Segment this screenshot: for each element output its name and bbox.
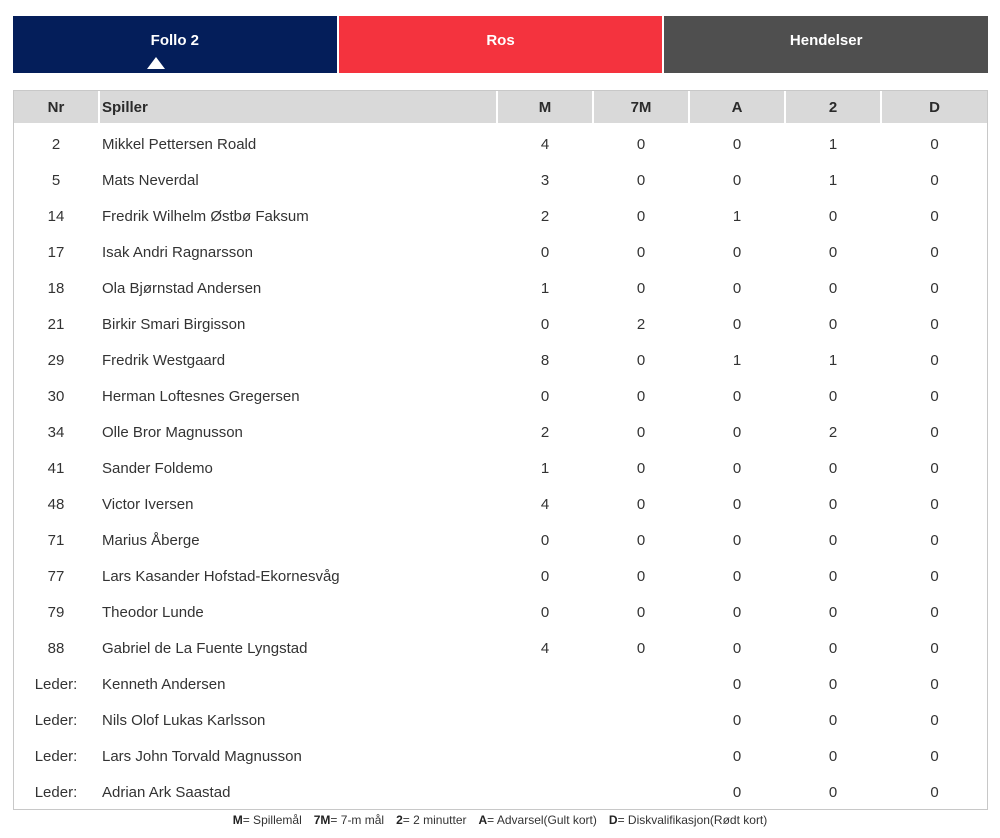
table-row	[14, 450, 987, 486]
cell-7m-goals: 2	[636, 315, 646, 333]
cell-disqualifications: 0	[930, 639, 939, 657]
cell-shirt-number: 77	[47, 567, 65, 585]
cell-goals: 1	[540, 279, 550, 297]
table-row	[14, 630, 987, 666]
column-header-2: 2	[786, 91, 880, 123]
cell-shirt-number: 21	[47, 315, 65, 333]
table-row	[14, 126, 987, 162]
cell-2min-suspensions: 0	[828, 531, 838, 549]
table-row	[14, 234, 987, 270]
cell-player-name: Herman Loftesnes Gregersen	[102, 387, 300, 405]
cell-warnings: 1	[732, 351, 742, 369]
cell-disqualifications: 0	[930, 171, 939, 189]
legend-text: = 2 minutter	[402, 813, 467, 827]
table-row	[14, 774, 987, 810]
cell-disqualifications: 0	[930, 603, 939, 621]
legend-item	[314, 813, 384, 827]
table-row	[14, 162, 987, 198]
cell-2min-suspensions: 0	[828, 747, 838, 765]
cell-warnings: 0	[732, 423, 742, 441]
legend-text: = Advarsel(Gult kort)	[487, 813, 597, 827]
cell-disqualifications: 0	[930, 207, 939, 225]
table-body	[14, 123, 987, 810]
tab-events-label: Hendelser	[789, 32, 863, 49]
cell-warnings: 0	[732, 171, 742, 189]
cell-player-name: Fredrik Wilhelm Østbø Faksum	[102, 207, 309, 225]
cell-2min-suspensions: 0	[828, 711, 838, 729]
column-header-nr: Nr	[14, 91, 98, 123]
cell-warnings: 0	[732, 567, 742, 585]
cell-7m-goals: 0	[636, 351, 646, 369]
cell-2min-suspensions: 0	[828, 567, 838, 585]
cell-shirt-number: 2	[51, 135, 61, 153]
cell-7m-goals: 0	[636, 495, 646, 513]
cell-7m-goals: 0	[636, 639, 646, 657]
cell-7m-goals: 0	[636, 207, 646, 225]
cell-warnings: 0	[732, 279, 742, 297]
cell-disqualifications: 0	[930, 243, 939, 261]
cell-player-name: Isak Andri Ragnarsson	[102, 243, 253, 261]
cell-goals: 3	[540, 171, 550, 189]
cell-shirt-number: 41	[47, 459, 65, 477]
cell-2min-suspensions: 1	[828, 135, 838, 153]
table-row	[14, 306, 987, 342]
cell-player-name: Sander Foldemo	[102, 459, 213, 477]
table-row	[14, 666, 987, 702]
cell-shirt-number: 34	[47, 423, 65, 441]
table-row	[14, 270, 987, 306]
cell-player-name: Gabriel de La Fuente Lyngstad	[102, 639, 308, 657]
cell-7m-goals: 0	[636, 243, 646, 261]
table-header	[14, 91, 987, 123]
roster-table	[13, 90, 988, 810]
legend-item	[396, 813, 466, 827]
cell-shirt-number: 17	[47, 243, 65, 261]
cell-2min-suspensions: 0	[828, 675, 838, 693]
cell-player-name: Mikkel Pettersen Roald	[102, 135, 257, 153]
column-header-a: A	[690, 91, 784, 123]
cell-shirt-number: 48	[47, 495, 65, 513]
cell-2min-suspensions: 2	[828, 423, 838, 441]
table-row	[14, 198, 987, 234]
legend-text: = 7-m mål	[330, 813, 385, 827]
tab-events[interactable]	[664, 16, 988, 73]
cell-disqualifications: 0	[930, 279, 939, 297]
cell-7m-goals: 0	[636, 567, 646, 585]
cell-disqualifications: 0	[930, 315, 939, 333]
cell-warnings: 0	[732, 387, 742, 405]
cell-warnings: 1	[732, 207, 742, 225]
cell-warnings: 0	[732, 315, 742, 333]
cell-player-name: Mats Neverdal	[102, 171, 199, 189]
cell-disqualifications: 0	[930, 135, 939, 153]
cell-disqualifications: 0	[930, 531, 939, 549]
cell-shirt-number: 30	[47, 387, 65, 405]
cell-warnings: 0	[732, 459, 742, 477]
cell-goals: 2	[540, 423, 550, 441]
cell-goals: 4	[540, 135, 550, 153]
cell-goals: 2	[540, 207, 550, 225]
cell-goals: 0	[540, 603, 550, 621]
cell-7m-goals: 0	[636, 531, 646, 549]
cell-warnings: 0	[732, 639, 742, 657]
stats-legend	[0, 813, 1000, 827]
cell-goals: 0	[540, 315, 550, 333]
table-row	[14, 738, 987, 774]
cell-disqualifications: 0	[930, 711, 939, 729]
legend-item	[479, 813, 597, 827]
cell-shirt-number: 18	[47, 279, 65, 297]
cell-2min-suspensions: 0	[828, 207, 838, 225]
legend-text: = Spillemål	[242, 813, 302, 827]
cell-disqualifications: 0	[930, 675, 939, 693]
active-tab-arrow-icon	[147, 57, 165, 69]
tab-home-team-label: Follo 2	[150, 32, 199, 49]
cell-player-name: Lars Kasander Hofstad-Ekornesvåg	[102, 567, 340, 585]
cell-player-name: Ola Bjørnstad Andersen	[102, 279, 262, 297]
column-header-d: D	[882, 91, 987, 123]
cell-7m-goals: 0	[636, 387, 646, 405]
legend-item	[609, 813, 767, 827]
legend-text: = Diskvalifikasjon(Rødt kort)	[617, 813, 768, 827]
cell-goals: 4	[540, 639, 550, 657]
legend-key: 7M	[313, 813, 331, 827]
cell-shirt-number: Leder:	[34, 711, 78, 729]
cell-warnings: 0	[732, 747, 742, 765]
table-row	[14, 378, 987, 414]
cell-player-name: Theodor Lunde	[102, 603, 204, 621]
cell-disqualifications: 0	[930, 423, 939, 441]
table-row	[14, 414, 987, 450]
cell-2min-suspensions: 0	[828, 279, 838, 297]
cell-warnings: 0	[732, 243, 742, 261]
cell-2min-suspensions: 1	[828, 351, 838, 369]
cell-goals: 0	[540, 387, 550, 405]
cell-disqualifications: 0	[930, 495, 939, 513]
table-row	[14, 702, 987, 738]
cell-2min-suspensions: 0	[828, 639, 838, 657]
column-header-7m: 7M	[594, 91, 688, 123]
cell-shirt-number: Leder:	[34, 675, 78, 693]
cell-shirt-number: 79	[47, 603, 65, 621]
cell-7m-goals: 0	[636, 423, 646, 441]
table-row	[14, 558, 987, 594]
cell-shirt-number: 14	[47, 207, 65, 225]
cell-warnings: 0	[732, 711, 742, 729]
legend-key: D	[608, 813, 618, 827]
cell-player-name: Marius Åberge	[102, 531, 200, 549]
cell-warnings: 0	[732, 135, 742, 153]
cell-disqualifications: 0	[930, 783, 939, 801]
cell-player-name: Adrian Ark Saastad	[102, 783, 231, 801]
cell-goals: 1	[540, 459, 550, 477]
cell-shirt-number: Leder:	[34, 783, 78, 801]
cell-goals: 0	[540, 531, 550, 549]
tab-away-team-label: Ros	[486, 32, 515, 49]
cell-goals: 8	[540, 351, 550, 369]
column-header-m: M	[498, 91, 592, 123]
cell-2min-suspensions: 0	[828, 783, 838, 801]
cell-player-name: Kenneth Andersen	[102, 675, 226, 693]
cell-shirt-number: 88	[47, 639, 65, 657]
cell-goals: 0	[540, 567, 550, 585]
cell-shirt-number: Leder:	[34, 747, 78, 765]
cell-goals: 0	[540, 243, 550, 261]
cell-player-name: Victor Iversen	[102, 495, 194, 513]
cell-player-name: Birkir Smari Birgisson	[102, 315, 246, 333]
table-row	[14, 594, 987, 630]
cell-disqualifications: 0	[930, 567, 939, 585]
legend-key: 2	[396, 813, 403, 827]
cell-disqualifications: 0	[930, 747, 939, 765]
legend-key: M	[232, 813, 243, 827]
cell-disqualifications: 0	[930, 459, 939, 477]
cell-2min-suspensions: 0	[828, 243, 838, 261]
legend-item	[233, 813, 302, 827]
cell-shirt-number: 29	[47, 351, 65, 369]
cell-player-name: Fredrik Westgaard	[102, 351, 226, 369]
cell-goals: 4	[540, 495, 550, 513]
legend-key: A	[478, 813, 488, 827]
cell-2min-suspensions: 1	[828, 171, 838, 189]
cell-2min-suspensions: 0	[828, 603, 838, 621]
cell-warnings: 0	[732, 603, 742, 621]
cell-2min-suspensions: 0	[828, 387, 838, 405]
cell-shirt-number: 5	[51, 171, 61, 189]
cell-7m-goals: 0	[636, 171, 646, 189]
cell-2min-suspensions: 0	[828, 315, 838, 333]
cell-warnings: 0	[732, 495, 742, 513]
table-row	[14, 486, 987, 522]
table-row	[14, 342, 987, 378]
cell-disqualifications: 0	[930, 387, 939, 405]
cell-player-name: Lars John Torvald Magnusson	[102, 747, 302, 765]
cell-disqualifications: 0	[930, 351, 939, 369]
cell-7m-goals: 0	[636, 459, 646, 477]
cell-warnings: 0	[732, 783, 742, 801]
cell-2min-suspensions: 0	[828, 495, 838, 513]
cell-warnings: 0	[732, 531, 742, 549]
cell-7m-goals: 0	[636, 603, 646, 621]
team-tabbar	[13, 16, 988, 73]
cell-player-name: Olle Bror Magnusson	[102, 423, 243, 441]
cell-7m-goals: 0	[636, 279, 646, 297]
tab-home-team[interactable]	[13, 16, 337, 73]
cell-shirt-number: 71	[47, 531, 65, 549]
cell-player-name: Nils Olof Lukas Karlsson	[102, 711, 266, 729]
cell-warnings: 0	[732, 675, 742, 693]
table-row	[14, 522, 987, 558]
column-header-spiller: Spiller	[100, 91, 496, 123]
cell-7m-goals: 0	[636, 135, 646, 153]
tab-away-team[interactable]	[339, 16, 663, 73]
cell-2min-suspensions: 0	[828, 459, 838, 477]
